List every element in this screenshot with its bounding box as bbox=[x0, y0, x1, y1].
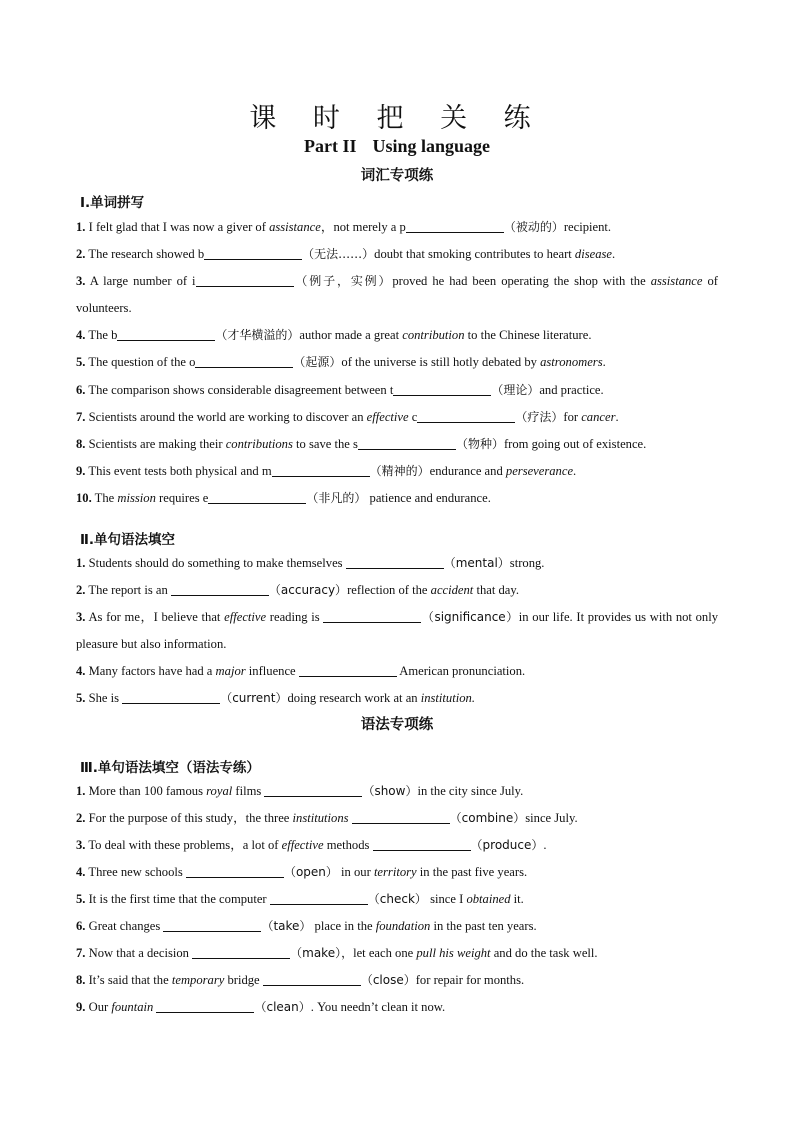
keyword: effective bbox=[224, 610, 267, 624]
hint-text: （clean） bbox=[254, 1000, 311, 1014]
question-number: 4. bbox=[76, 328, 86, 342]
answer-blank[interactable] bbox=[373, 836, 471, 851]
keyword: astronomers bbox=[540, 355, 603, 369]
question-number: 7. bbox=[76, 410, 86, 424]
topic-label: Using language bbox=[372, 136, 491, 156]
keyword: perseverance bbox=[505, 464, 574, 478]
question-text: It is the first time that the computer bbox=[85, 892, 270, 906]
keyword: disease bbox=[574, 247, 612, 261]
question-text: for bbox=[563, 410, 582, 424]
question-item bbox=[76, 458, 718, 485]
keyword: accident bbox=[430, 583, 474, 597]
question-item bbox=[76, 685, 718, 712]
keyword: cancer bbox=[581, 410, 616, 424]
question-text: Scientists around the world are working to discover an bbox=[85, 410, 367, 424]
hint-text: （make）， bbox=[290, 946, 354, 960]
question-text: As for me，I believe that bbox=[85, 610, 225, 624]
question-text: This event tests both physical and m bbox=[85, 464, 272, 478]
answer-blank[interactable] bbox=[417, 408, 515, 423]
keyword: effective bbox=[281, 838, 324, 852]
question-text: The research showed b bbox=[85, 247, 205, 261]
question-text: patience and endurance. bbox=[366, 491, 491, 505]
keyword: contributions bbox=[225, 437, 293, 451]
question-text: More than 100 famous bbox=[85, 784, 207, 798]
question-number: 7. bbox=[76, 946, 86, 960]
answer-blank[interactable] bbox=[196, 272, 294, 287]
answer-blank[interactable] bbox=[171, 581, 269, 596]
answer-blank[interactable] bbox=[263, 971, 361, 986]
part-label: Part II bbox=[303, 136, 357, 156]
keyword: pull his weight bbox=[416, 946, 491, 960]
answer-blank[interactable] bbox=[352, 809, 450, 824]
page-title: 课 时 把 关 练 bbox=[249, 103, 545, 134]
page-subtitle bbox=[0, 136, 794, 157]
question-text: It’s said that the bbox=[85, 973, 172, 987]
question-number: 8. bbox=[76, 437, 86, 451]
question-item bbox=[76, 214, 718, 241]
hint-text: （被动的） bbox=[503, 220, 564, 234]
answer-blank[interactable] bbox=[346, 554, 444, 569]
question-number: 5. bbox=[76, 892, 86, 906]
answer-blank[interactable] bbox=[117, 326, 215, 341]
keyword: major bbox=[215, 664, 246, 678]
question-text: To deal with these problems，a lot of bbox=[85, 838, 282, 852]
question-text: from going out of existence. bbox=[503, 437, 647, 451]
question-text: in the past five years. bbox=[416, 865, 528, 879]
question-text: to the Chinese literature. bbox=[464, 328, 592, 342]
keyword: fountain bbox=[111, 1000, 154, 1014]
keyword: mission bbox=[117, 491, 156, 505]
vocab-section-title: 词汇专项练 bbox=[360, 168, 434, 184]
question-text: Many factors have had a bbox=[85, 664, 216, 678]
question-item bbox=[76, 886, 718, 913]
question-text: doing research work at an bbox=[287, 691, 421, 705]
question-text: to save the s bbox=[292, 437, 358, 451]
question-text: films bbox=[232, 784, 265, 798]
question-number: 1. bbox=[76, 220, 86, 234]
question-text: Three new schools bbox=[85, 865, 186, 879]
question-number: 4. bbox=[76, 865, 86, 879]
keyword: effective bbox=[366, 410, 409, 424]
keyword: institution. bbox=[420, 691, 475, 705]
question-item bbox=[76, 994, 718, 1021]
answer-blank[interactable] bbox=[272, 462, 370, 477]
answer-blank[interactable] bbox=[195, 353, 293, 368]
question-item bbox=[76, 241, 718, 268]
question-item bbox=[76, 778, 718, 805]
question-text: She is bbox=[85, 691, 123, 705]
answer-blank[interactable] bbox=[264, 782, 362, 797]
hint-text: （例子，实例） bbox=[293, 274, 393, 288]
question-text: in the city since July. bbox=[417, 784, 524, 798]
question-text: A large number of i bbox=[85, 274, 196, 288]
question-text: I felt glad that I was now a giver of bbox=[85, 220, 270, 234]
answer-blank[interactable] bbox=[204, 245, 302, 260]
question-text: reflection of the bbox=[347, 583, 431, 597]
question-text: it. bbox=[510, 892, 524, 906]
hint-text: （疗法） bbox=[515, 410, 564, 424]
hint-text: （物种） bbox=[455, 437, 504, 451]
question-text: requires e bbox=[155, 491, 209, 505]
hint-text: （take） bbox=[261, 919, 312, 933]
question-item bbox=[76, 805, 718, 832]
question-item bbox=[76, 322, 718, 349]
keyword: territory bbox=[373, 865, 417, 879]
keyword: contribution bbox=[402, 328, 465, 342]
keyword: assistance bbox=[269, 220, 321, 234]
question-text: endurance and bbox=[429, 464, 506, 478]
hint-text: （起源） bbox=[293, 355, 342, 369]
question-text: strong. bbox=[509, 556, 545, 570]
question-number: 4. bbox=[76, 664, 86, 678]
question-item bbox=[76, 377, 718, 404]
question-text: of volunteers. bbox=[76, 274, 718, 315]
question-text: in our life. It provides us with not only pleasure but also information. bbox=[76, 610, 719, 651]
question-number: 6. bbox=[76, 383, 86, 397]
hint-text: （无法……） bbox=[302, 247, 375, 261]
question-item bbox=[76, 550, 718, 577]
question-text: since July. bbox=[525, 811, 578, 825]
hint-text: （close） bbox=[360, 973, 416, 987]
question-text: c bbox=[408, 410, 418, 424]
keyword: foundation bbox=[375, 919, 431, 933]
section-3-heading: Ⅲ.单句语法填空（语法专练） bbox=[80, 760, 260, 776]
question-text: The comparison shows considerable disagreement between t bbox=[85, 383, 394, 397]
question-text: . You needn’t clean it now. bbox=[310, 1000, 446, 1014]
question-text: Now that a decision bbox=[85, 946, 193, 960]
question-number: 3. bbox=[76, 838, 86, 852]
hint-text: （mental） bbox=[443, 556, 510, 570]
question-text: and do the task well. bbox=[490, 946, 598, 960]
question-text: in our bbox=[337, 865, 374, 879]
question-text: since I bbox=[426, 892, 467, 906]
question-item bbox=[76, 431, 718, 458]
question-text: Great changes bbox=[85, 919, 164, 933]
hint-text: （理论） bbox=[491, 383, 540, 397]
question-text: . bbox=[573, 464, 577, 478]
keyword: royal bbox=[206, 784, 233, 798]
keyword: temporary bbox=[171, 973, 225, 987]
question-number: 8. bbox=[76, 973, 86, 987]
question-number: 2. bbox=[76, 247, 86, 261]
question-text: and practice. bbox=[539, 383, 604, 397]
answer-blank[interactable] bbox=[156, 998, 254, 1013]
question-number: 5. bbox=[76, 355, 86, 369]
question-text: doubt that smoking contributes to heart bbox=[374, 247, 575, 261]
hint-text: （精神的） bbox=[369, 464, 430, 478]
question-text: recipient. bbox=[563, 220, 612, 234]
section-1-heading: Ⅰ.单词拼写 bbox=[80, 195, 145, 211]
hint-text: （combine） bbox=[449, 811, 526, 825]
question-number: 1. bbox=[76, 556, 86, 570]
hint-text: （open） bbox=[283, 865, 338, 879]
question-text: ，not merely a p bbox=[320, 220, 406, 234]
question-text: let each one bbox=[353, 946, 417, 960]
hint-text: （check） bbox=[367, 892, 427, 906]
answer-blank[interactable] bbox=[393, 381, 491, 396]
question-number: 3. bbox=[76, 610, 86, 624]
question-text: The question of the o bbox=[85, 355, 196, 369]
question-text: of the universe is still hotly debated by bbox=[341, 355, 541, 369]
question-text: place in the bbox=[311, 919, 376, 933]
question-number: 6. bbox=[76, 919, 86, 933]
hint-text: （accuracy） bbox=[268, 583, 348, 597]
hint-text: （significance） bbox=[421, 610, 519, 624]
question-text: in the past ten years. bbox=[430, 919, 537, 933]
answer-blank[interactable] bbox=[186, 863, 284, 878]
question-text: The bbox=[91, 491, 118, 505]
answer-blank[interactable] bbox=[299, 662, 397, 677]
hint-text: （produce） bbox=[470, 838, 544, 852]
question-item bbox=[76, 913, 718, 940]
question-text: . bbox=[612, 247, 616, 261]
answer-blank[interactable] bbox=[163, 917, 261, 932]
question-text: Students should do something to make themselves bbox=[85, 556, 346, 570]
question-text: . bbox=[543, 838, 547, 852]
hint-text: （才华横溢的） bbox=[215, 328, 300, 342]
question-text: Our bbox=[85, 1000, 112, 1014]
grammar-section-title: 语法专项练 bbox=[360, 717, 434, 733]
answer-blank[interactable] bbox=[406, 218, 504, 233]
question-text: influence bbox=[245, 664, 299, 678]
question-text: that day. bbox=[473, 583, 520, 597]
question-item bbox=[76, 268, 718, 322]
question-number: 3. bbox=[76, 274, 86, 288]
question-text: reading is bbox=[266, 610, 324, 624]
question-item bbox=[76, 485, 718, 512]
keyword: obtained bbox=[466, 892, 511, 906]
answer-blank[interactable] bbox=[323, 608, 421, 623]
question-number: 9. bbox=[76, 1000, 86, 1014]
question-item bbox=[76, 349, 718, 376]
answer-blank[interactable] bbox=[270, 890, 368, 905]
question-text: for repair for months. bbox=[415, 973, 525, 987]
hint-text: （current） bbox=[220, 691, 288, 705]
question-item bbox=[76, 658, 718, 685]
question-text: For the purpose of this study，the three bbox=[85, 811, 293, 825]
question-number: 5. bbox=[76, 691, 86, 705]
answer-blank[interactable] bbox=[122, 689, 220, 704]
question-text: Scientists are making their bbox=[85, 437, 226, 451]
answer-blank[interactable] bbox=[358, 435, 456, 450]
question-item bbox=[76, 832, 718, 859]
question-number: 1. bbox=[76, 784, 86, 798]
answer-blank[interactable] bbox=[208, 489, 306, 504]
question-text: The report is an bbox=[85, 583, 171, 597]
keyword: assistance bbox=[650, 274, 703, 288]
question-number: 9. bbox=[76, 464, 86, 478]
keyword: institutions bbox=[292, 811, 349, 825]
question-text: . bbox=[615, 410, 619, 424]
question-item bbox=[76, 404, 718, 431]
question-text: proved he had been operating the shop with the bbox=[392, 274, 651, 288]
question-item bbox=[76, 967, 718, 994]
question-text: methods bbox=[323, 838, 373, 852]
question-text: author made a great bbox=[299, 328, 403, 342]
answer-blank[interactable] bbox=[192, 944, 290, 959]
question-item bbox=[76, 859, 718, 886]
question-item bbox=[76, 577, 718, 604]
question-text: American pronunciation. bbox=[396, 664, 526, 678]
hint-text: （show） bbox=[362, 784, 418, 798]
question-text: The b bbox=[85, 328, 118, 342]
section-2-heading: Ⅱ.单句语法填空 bbox=[80, 532, 176, 548]
question-text: bridge bbox=[224, 973, 263, 987]
question-item bbox=[76, 940, 718, 967]
question-text: . bbox=[602, 355, 606, 369]
question-number: 2. bbox=[76, 583, 86, 597]
question-number: 10. bbox=[76, 491, 92, 505]
hint-text: （非凡的） bbox=[306, 491, 367, 505]
question-number: 2. bbox=[76, 811, 86, 825]
question-item bbox=[76, 604, 718, 658]
